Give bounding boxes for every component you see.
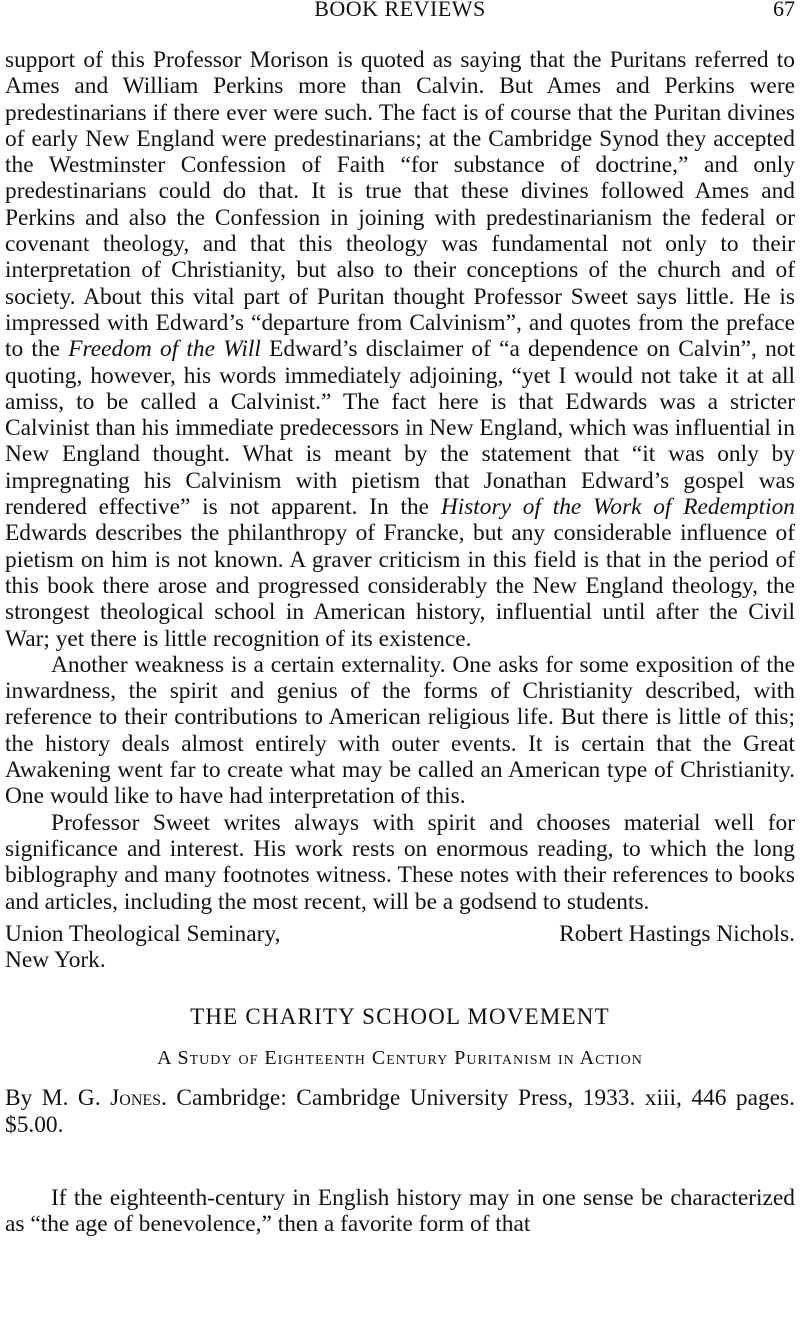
book-citation: [5, 1085, 795, 1138]
running-head-title: BOOK REVIEWS: [314, 0, 486, 21]
citation-details: . Cambridge: Cambridge University Press, 1933. xiii, 446 pages. $5.00.: [5, 1085, 795, 1138]
running-head: [5, 0, 795, 26]
book-author: M. G. Jones: [41, 1085, 162, 1112]
reviewer-name: Robert Hastings Nichols.: [559, 920, 795, 947]
book-title-freedom-of-the-will: Freedom of the Will: [68, 336, 261, 363]
reviewer-affiliation: [5, 921, 280, 974]
paragraph-2: Another weakness is a certain externality. One asks for some exposition of the inwardness, the spirit and genius of the forms of Christianity described, with reference to their contributions to American religious life. But there is little of this; the history deals almost entirely with outer events. It is certain that the Great Awakening went far to create what may be called an American type of Christianity. One would like to have had interpretation of this.: [5, 651, 795, 810]
page-number: 67: [773, 0, 795, 21]
next-review-title: THE CHARITY SCHOOL MOVEMENT: [190, 1004, 610, 1030]
book-title-history-of-redemption: History of the Work of Redemption: [440, 494, 795, 521]
next-review-opening: If the eighteenth-century in English history may in one sense be characterized as “the age of benevolence,” then a favorite form of that: [5, 1184, 795, 1238]
paragraph-3: Professor Sweet writes always with spirit and chooses material well for significance and interest. His work rests on enormous reading, to which the long biblography and many footnotes witness. These notes with their references to books and articles, including the most recent, will be a godsend to students.: [5, 809, 795, 915]
paragraph-1-part-b: Edward’s disclaimer of “a dependence on Calvin”, not quoting, however, his words immediately adjoining, “yet I would not take it at all amiss, to be called a Calvinist.” The fact here is that Edwards was a stricter Calvinist than his immediate predecessors in New England, which was influential in New England thought. What is meant by the statement that “it was only by impregnating his Calvinism with pietism that Jonathan Edward’s gospel was rendered effective” is not apparent. In the: [5, 336, 795, 521]
paragraph-1: [5, 47, 795, 652]
reviewer-city: New York.: [5, 947, 106, 974]
reviewer-signature: [5, 921, 795, 974]
next-review-subtitle: A Study of Eighteenth Century Puritanism in Action: [157, 1047, 643, 1070]
paragraph-1-part-c: Edwards describes the philanthropy of Francke, but any considerable influence of pietism on him is not known. A graver criticism in this field is that in the period of this book there arose and progressed considerably the New England theology, the strongest theological school in American history, influential until after the Civil War; yet there is little recognition of its existence.: [5, 520, 795, 652]
document-page: [5, 0, 795, 1238]
paragraph-1-part-a: support of this Professor Morison is quoted as saying that the Puritans referred to Ames and William Perkins more than Calvin. But Ames and Perkins were predestinarians if there ever were such. The fact is of course that the Puritan divines of early New England were predestinarians; at the Cambridge Synod they accepted the Westminster Confession of Faith “for substance of doctrine,” and only predestinarians could do that. It is true that these divines followed Ames and Perkins and also the Confession in joining with predestinarianism the federal or covenant theology, and that this theology was fundamental not only to their interpretation of Christianity, but also to their conceptions of the church and of society. About this vital part of Puritan thought Professor Sweet says little. He is impressed with Edward’s “departure from Calvinism”, and quotes from the preface to the: [5, 47, 795, 363]
citation-prefix: By: [5, 1085, 42, 1112]
review-body-text: [5, 47, 795, 915]
reviewer-institution: Union Theological Seminary,: [5, 920, 281, 947]
